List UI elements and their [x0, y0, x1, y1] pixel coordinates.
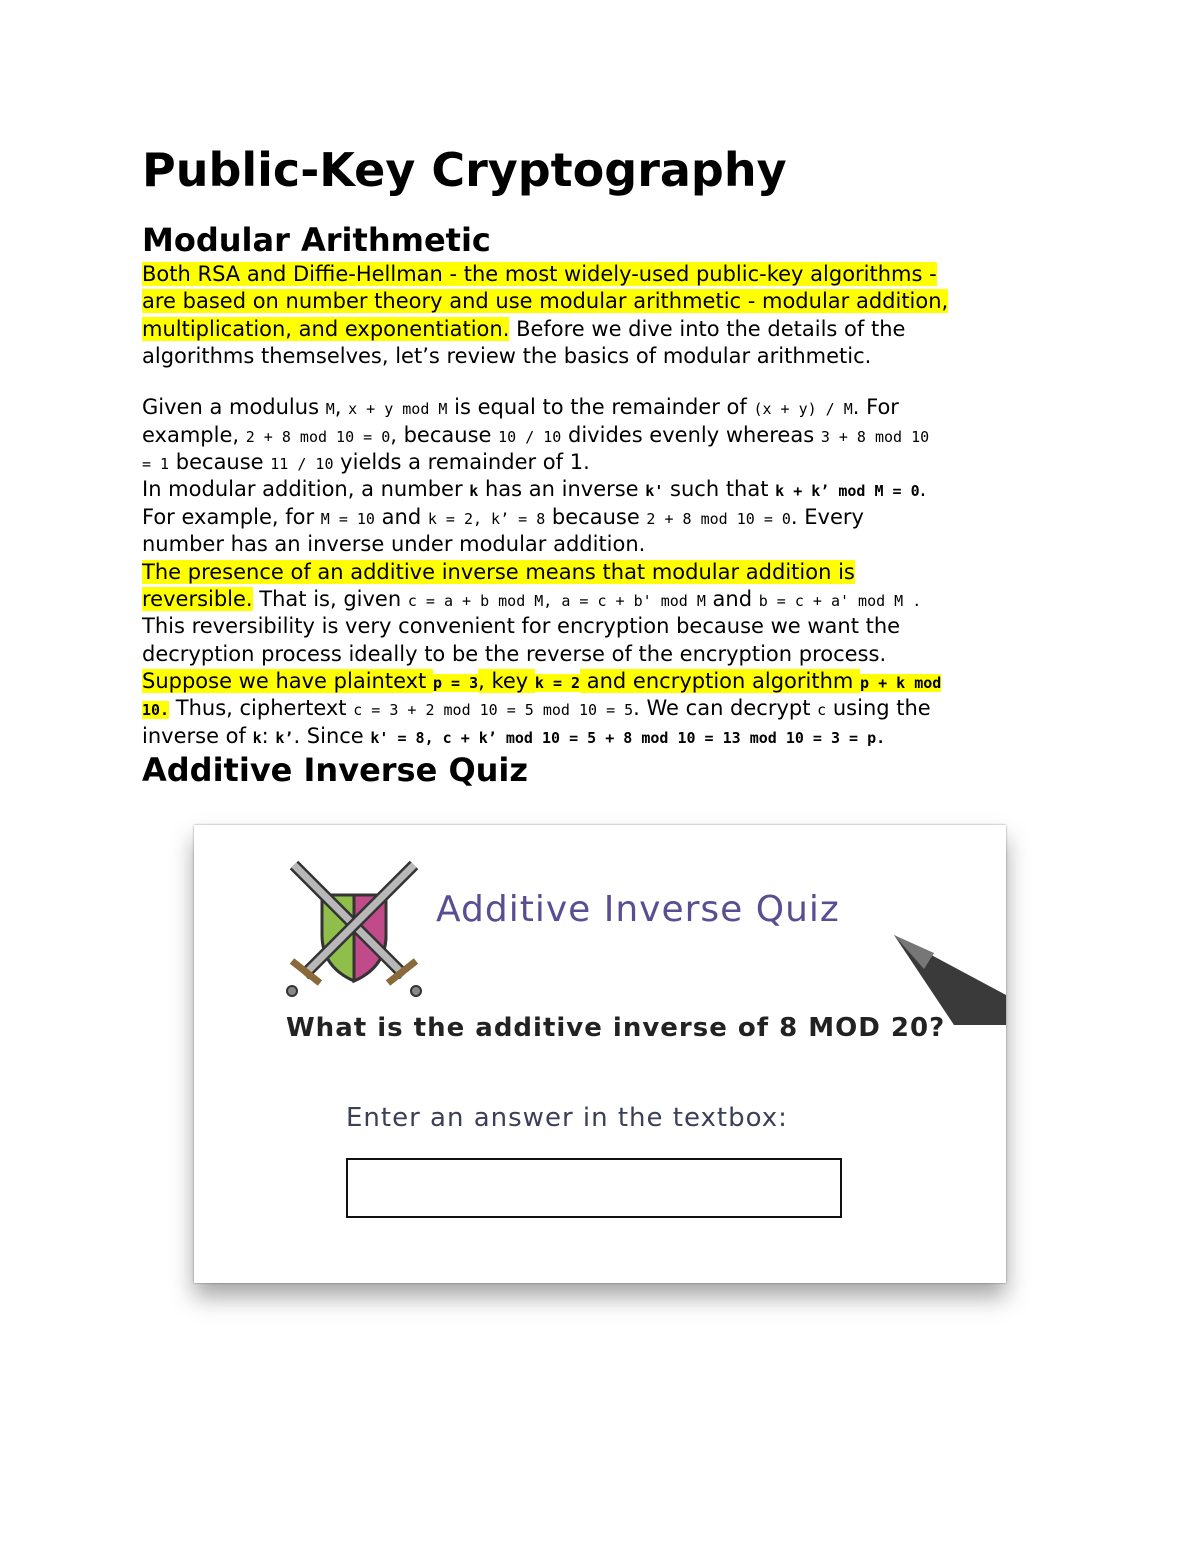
paragraph-line: reversible. That is, given c = a + b mod M, a = c + b' mod M and b = c + a' mod M .: [142, 587, 922, 611]
answer-textbox[interactable]: [346, 1158, 842, 1218]
crossed-swords-shield-icon: [284, 857, 424, 997]
page-title: Public-Key Cryptography: [142, 143, 787, 197]
paragraph-line: are based on number theory and use modular arithmetic - modular addition,: [142, 289, 949, 313]
paragraph-line: multiplication, and exponentiation. Before we dive into the details of the: [142, 317, 906, 341]
paragraph-line: inverse of k: k’. Since k' = 8, c + k’ mod 10 = 5 + 8 mod 10 = 13 mod 10 = 3 = p.: [142, 724, 886, 748]
quiz-prompt: Enter an answer in the textbox:: [346, 1103, 788, 1133]
quiz-title: Additive Inverse Quiz: [436, 889, 840, 930]
paragraph-line: The presence of an additive inverse means that modular addition is: [142, 560, 855, 584]
paragraph-line: This reversibility is very convenient for encryption because we want the: [142, 614, 901, 638]
paragraph-line: For example, for M = 10 and k = 2, k’ = 8 because 2 + 8 mod 10 = 0. Every: [142, 505, 864, 529]
pen-icon: [894, 935, 1006, 1025]
paragraph-line: Suppose we have plaintext p = 3, key k = 2 and encryption algorithm p + k mod: [142, 669, 942, 693]
section-heading-additive-inverse-quiz: Additive Inverse Quiz: [142, 751, 529, 789]
paragraph-line: algorithms themselves, let’s review the basics of modular arithmetic.: [142, 344, 872, 368]
paragraph-line: 10. Thus, ciphertext c = 3 + 2 mod 10 = 5 mod 10 = 5. We can decrypt c using the: [142, 696, 931, 720]
quiz-image: [194, 825, 1006, 1283]
section-heading-modular-arithmetic: Modular Arithmetic: [142, 221, 491, 259]
paragraph-line: = 1 because 11 / 10 yields a remainder of 1.: [142, 450, 590, 474]
quiz-question: What is the additive inverse of 8 MOD 20?: [286, 1013, 946, 1043]
paragraph-line: number has an inverse under modular addition.: [142, 532, 646, 556]
paragraph-line: decryption process ideally to be the reverse of the encryption process.: [142, 642, 887, 666]
paragraph-line: In modular addition, a number k has an inverse k' such that k + k’ mod M = 0.: [142, 477, 927, 501]
paragraph-line: Given a modulus M, x + y mod M is equal to the remainder of (x + y) / M. For: [142, 395, 899, 419]
paragraph-line: example, 2 + 8 mod 10 = 0, because 10 / 10 divides evenly whereas 3 + 8 mod 10: [142, 423, 930, 447]
paragraph-line: Both RSA and Diffie-Hellman - the most widely-used public-key algorithms -: [142, 262, 937, 286]
